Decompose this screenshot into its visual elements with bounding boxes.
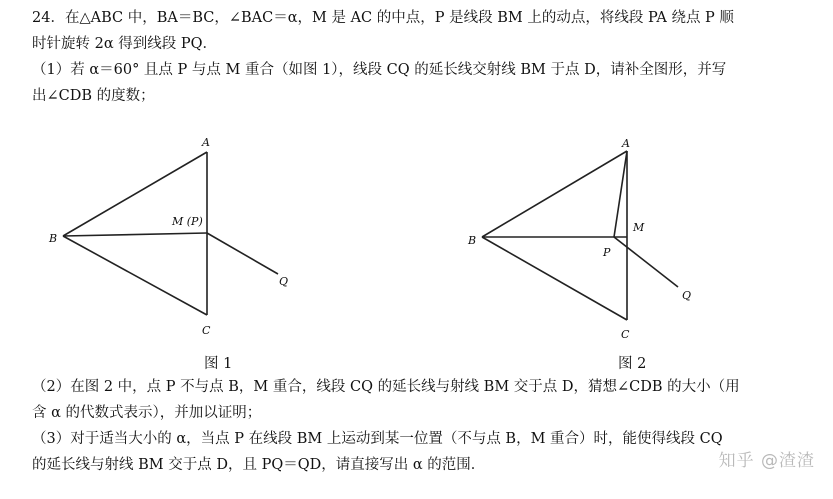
part1-line-1: （1）若 α＝60° 且点 P 与点 M 重合（如图 1），线段 CQ 的延长线交射线 BM 于点 D，请补全图形，并写 — [32, 62, 727, 78]
segment-bm — [63, 233, 207, 236]
part3-line-2: 的延长线与射线 BM 交于点 D，且 PQ＝QD，请直接写出 α 的范围． — [32, 457, 486, 473]
part3-line-1: （3）对于适当大小的 α，当点 P 在线段 BM 上运动到某一位置（不与点 B，M 重合）时，能使得线段 CQ — [32, 431, 723, 447]
segment-pq-2 — [614, 237, 678, 287]
fig1-label-q: Q — [279, 275, 289, 288]
fig2-label-q: Q — [682, 289, 692, 302]
figure-1-caption: 图 1 — [204, 356, 233, 372]
figure-1 — [63, 152, 278, 315]
fig1-label-b: B — [49, 232, 58, 245]
segment-pq — [207, 233, 278, 274]
figure-2 — [482, 151, 678, 320]
problem-line-2: 时针旋转 2α 得到线段 PQ． — [32, 36, 217, 52]
figure-2-caption: 图 2 — [618, 356, 647, 372]
watermark: 知乎 @渣渣 — [718, 451, 815, 471]
fig1-label-c: C — [202, 324, 211, 337]
segment-bc — [63, 236, 207, 315]
fig1-label-a: A — [202, 136, 210, 149]
part1-line-2: 出∠CDB 的度数； — [32, 88, 155, 104]
fig2-label-a: A — [622, 137, 630, 150]
fig1-label-m: M (P) — [172, 215, 203, 228]
fig2-label-p: P — [603, 246, 611, 259]
segment-ba-2 — [482, 151, 627, 237]
fig2-label-c: C — [621, 328, 630, 341]
segment-pa-2 — [614, 151, 627, 237]
problem-line-1: 24．在△ABC 中，BA＝BC，∠BAC＝α，M 是 AC 的中点，P 是线段 BM 上的动点，将线段 PA 绕点 P 顺 — [32, 10, 734, 26]
part2-line-1: （2）在图 2 中，点 P 不与点 B，M 重合，线段 CQ 的延长线与射线 BM 交于点 D，猜想∠CDB 的大小（用 — [32, 379, 740, 395]
part2-line-2: 含 α 的代数式表示），并加以证明； — [32, 405, 262, 421]
fig2-label-m: M — [633, 221, 645, 234]
fig2-label-b: B — [468, 234, 477, 247]
